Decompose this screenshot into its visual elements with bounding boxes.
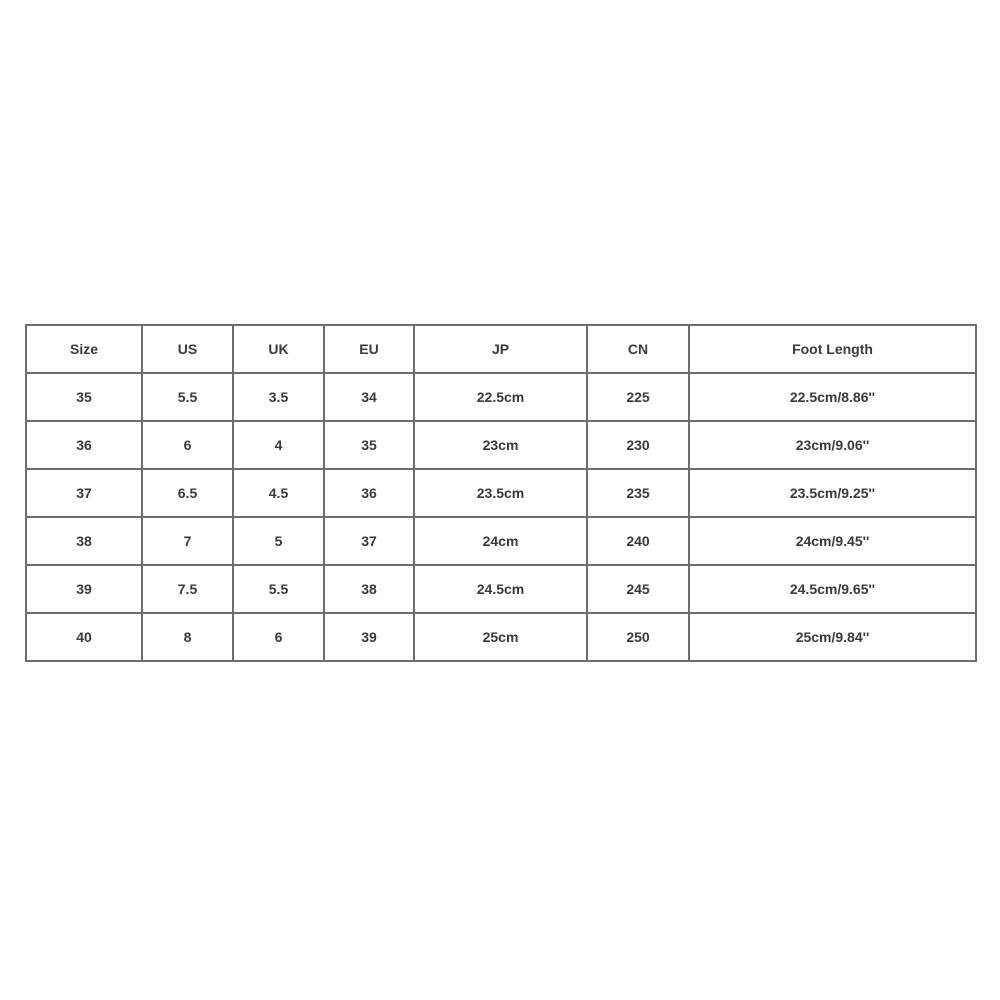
- table-row: [26, 469, 976, 517]
- table-row: [26, 565, 976, 613]
- cell-size: 36: [26, 421, 142, 469]
- cell-jp: 23cm: [414, 421, 587, 469]
- header-eu: EU: [324, 325, 414, 373]
- cell-eu: 38: [324, 565, 414, 613]
- table-row: [26, 421, 976, 469]
- cell-eu: 39: [324, 613, 414, 661]
- header-cn: CN: [587, 325, 689, 373]
- cell-foot-length: 24.5cm/9.65'': [689, 565, 976, 613]
- cell-cn: 240: [587, 517, 689, 565]
- cell-foot-length: 24cm/9.45'': [689, 517, 976, 565]
- cell-cn: 245: [587, 565, 689, 613]
- table-row: [26, 613, 976, 661]
- table-row: [26, 517, 976, 565]
- table-row: [26, 373, 976, 421]
- cell-eu: 34: [324, 373, 414, 421]
- cell-jp: 24.5cm: [414, 565, 587, 613]
- header-size: Size: [26, 325, 142, 373]
- cell-jp: 22.5cm: [414, 373, 587, 421]
- size-chart-table: [25, 324, 977, 662]
- cell-uk: 6: [233, 613, 324, 661]
- cell-uk: 4: [233, 421, 324, 469]
- cell-foot-length: 25cm/9.84'': [689, 613, 976, 661]
- cell-uk: 5.5: [233, 565, 324, 613]
- header-foot-length: Foot Length: [689, 325, 976, 373]
- cell-uk: 3.5: [233, 373, 324, 421]
- cell-size: 35: [26, 373, 142, 421]
- cell-eu: 35: [324, 421, 414, 469]
- cell-size: 40: [26, 613, 142, 661]
- cell-size: 38: [26, 517, 142, 565]
- cell-size: 37: [26, 469, 142, 517]
- cell-size: 39: [26, 565, 142, 613]
- cell-cn: 235: [587, 469, 689, 517]
- header-jp: JP: [414, 325, 587, 373]
- table-header-row: [26, 325, 976, 373]
- cell-us: 6.5: [142, 469, 233, 517]
- cell-cn: 230: [587, 421, 689, 469]
- cell-uk: 4.5: [233, 469, 324, 517]
- cell-us: 7: [142, 517, 233, 565]
- cell-eu: 37: [324, 517, 414, 565]
- cell-foot-length: 23cm/9.06'': [689, 421, 976, 469]
- cell-uk: 5: [233, 517, 324, 565]
- cell-us: 8: [142, 613, 233, 661]
- cell-us: 5.5: [142, 373, 233, 421]
- cell-foot-length: 22.5cm/8.86'': [689, 373, 976, 421]
- cell-jp: 23.5cm: [414, 469, 587, 517]
- cell-jp: 25cm: [414, 613, 587, 661]
- cell-us: 7.5: [142, 565, 233, 613]
- cell-foot-length: 23.5cm/9.25'': [689, 469, 976, 517]
- cell-eu: 36: [324, 469, 414, 517]
- header-uk: UK: [233, 325, 324, 373]
- cell-jp: 24cm: [414, 517, 587, 565]
- cell-us: 6: [142, 421, 233, 469]
- cell-cn: 250: [587, 613, 689, 661]
- cell-cn: 225: [587, 373, 689, 421]
- header-us: US: [142, 325, 233, 373]
